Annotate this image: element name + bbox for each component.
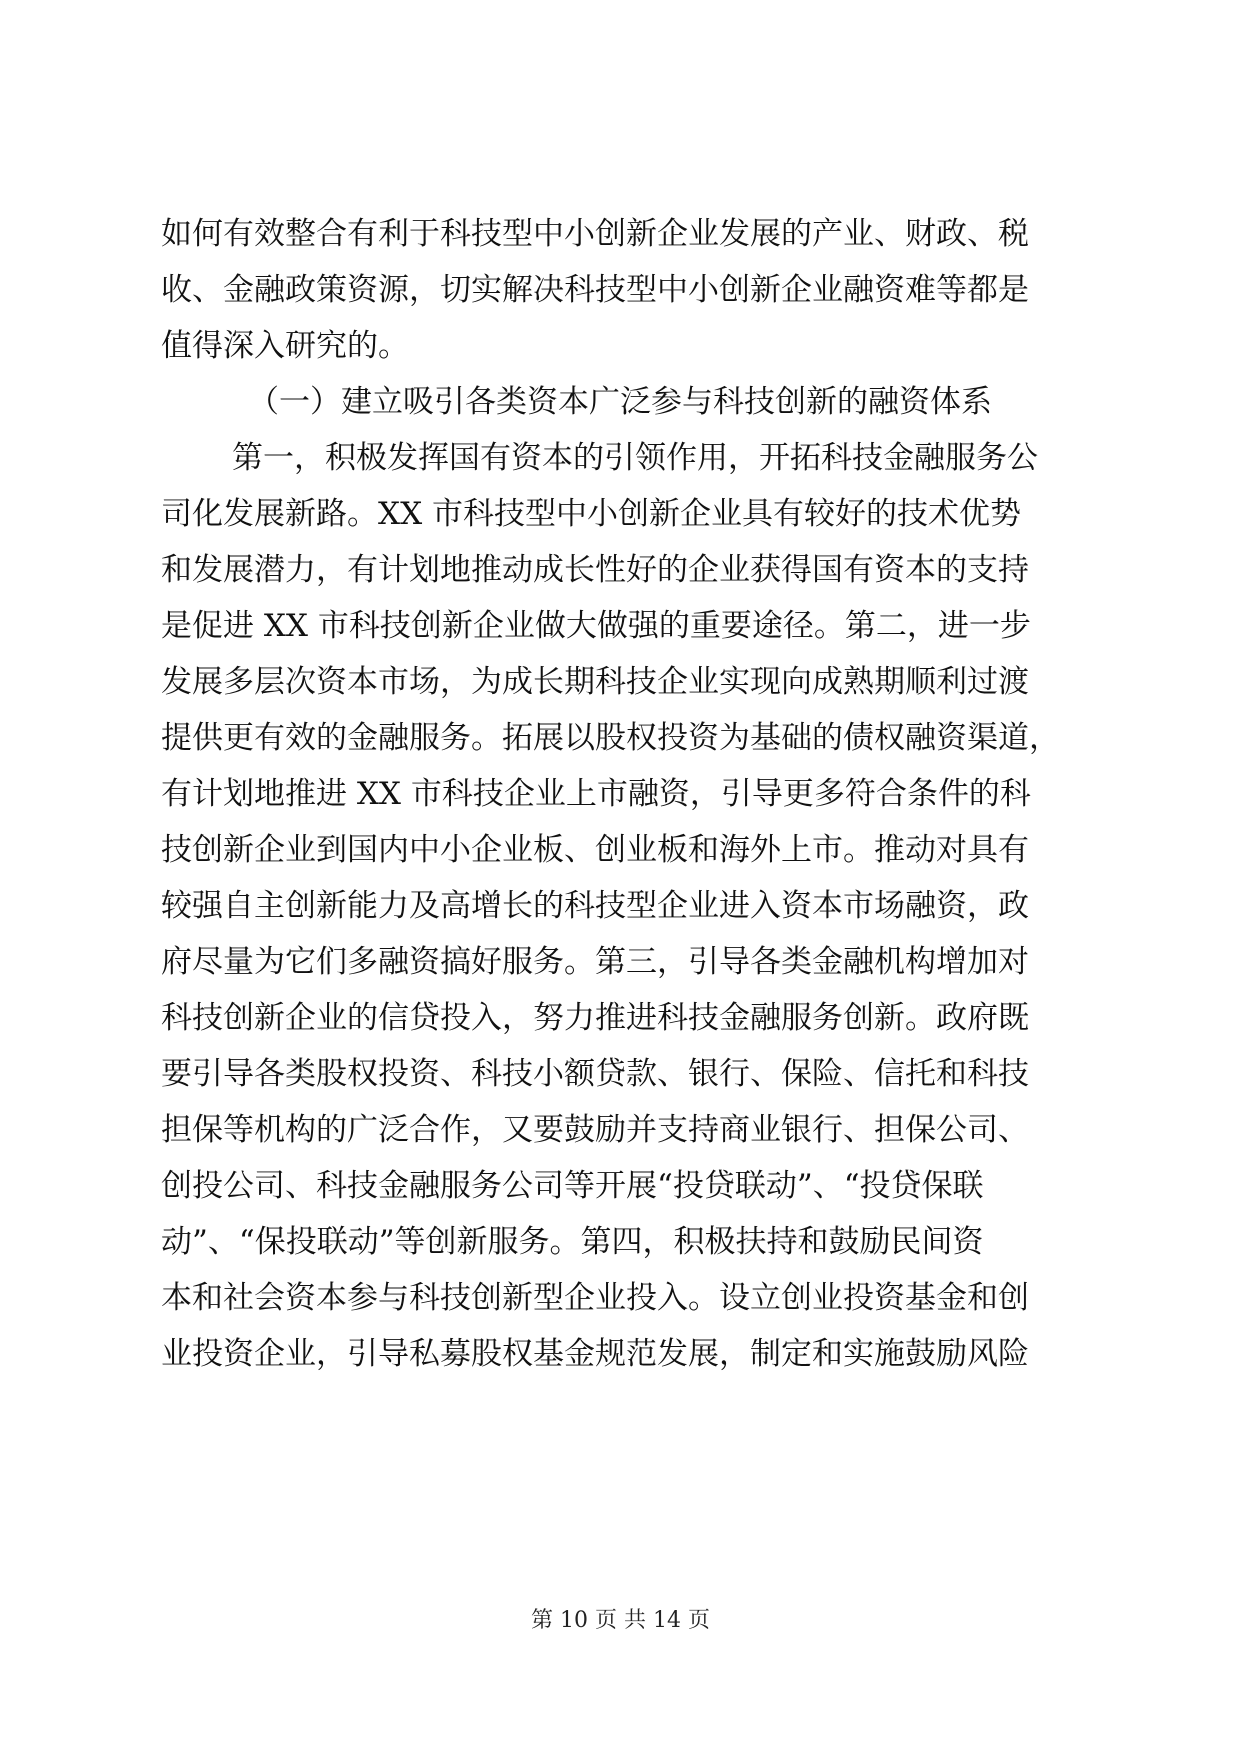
text-line: 担保等机构的广泛合作，又要鼓励并支持商业银行、担保公司、 — [161, 1112, 1029, 1148]
text-line: 本和社会资本参与科技创新型企业投入。设立创业投资基金和创 — [161, 1280, 1029, 1316]
text-line: 发展多层次资本市场，为成长期科技企业实现向成熟期顺利过渡 — [161, 664, 1029, 700]
text-line: 值得深入研究的。 — [161, 328, 409, 364]
text-line: 司化发展新路。XX 市科技型中小创新企业具有较好的技术优势 — [161, 496, 1021, 532]
text-line: 创投公司、科技金融服务公司等开展“投贷联动”、“投贷保联 — [161, 1168, 984, 1204]
text-line: 较强自主创新能力及高增长的科技型企业进入资本市场融资，政 — [161, 888, 1029, 924]
text-line: 科技创新企业的信贷投入，努力推进科技金融服务创新。政府既 — [161, 1000, 1029, 1036]
text-line: 要引导各类股权投资、科技小额贷款、银行、保险、信托和科技 — [161, 1056, 1029, 1092]
text-line: 府尽量为它们多融资搞好服务。第三，引导各类金融机构增加对 — [161, 944, 1029, 980]
text-line: 动”、“保投联动”等创新服务。第四，积极扶持和鼓励民间资 — [161, 1224, 984, 1260]
text-line: 业投资企业，引导私募股权基金规范发展，制定和实施鼓励风险 — [161, 1336, 1029, 1372]
text-line: 收、金融政策资源，切实解决科技型中小创新企业融资难等都是 — [161, 272, 1029, 308]
text-line: 有计划地推进 XX 市科技企业上市融资，引导更多符合条件的科 — [161, 776, 1031, 812]
text-line: 第一，积极发挥国有资本的引领作用，开拓科技金融服务公 — [232, 440, 1038, 476]
section-heading: （一）建立吸引各类资本广泛参与科技创新的融资体系 — [248, 384, 992, 420]
text-line: 和发展潜力，有计划地推动成长性好的企业获得国有资本的支持 — [161, 552, 1029, 588]
text-line: 如何有效整合有利于科技型中小创新企业发展的产业、财政、税 — [161, 216, 1029, 252]
text-line: 是促进 XX 市科技创新企业做大做强的重要途径。第二，进一步 — [161, 608, 1031, 644]
text-line: 提供更有效的金融服务。拓展以股权投资为基础的债权融资渠道， — [161, 720, 1060, 756]
page-number-footer: 第 10 页 共 14 页 — [531, 1608, 710, 1633]
text-line: 技创新企业到国内中小企业板、创业板和海外上市。推动对具有 — [161, 832, 1029, 868]
